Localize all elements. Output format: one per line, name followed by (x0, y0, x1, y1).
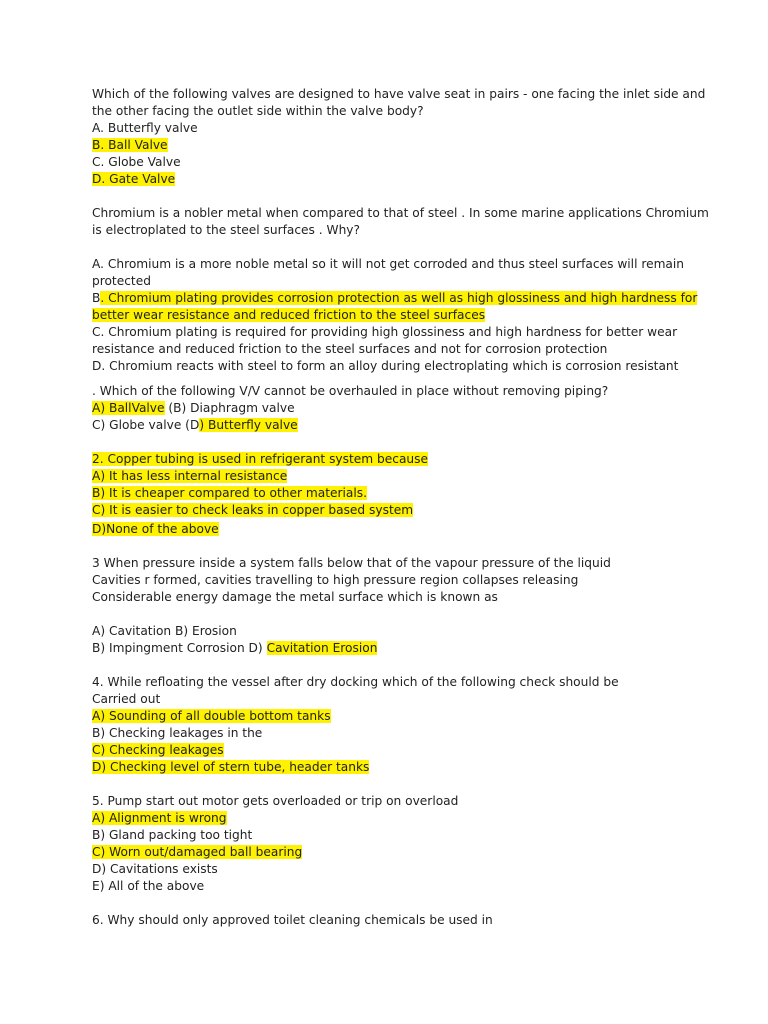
question-text: Considerable energy damage the metal surface which is known as (92, 590, 498, 604)
question-text: 6. Why should only approved toilet cleaning chemicals be used in (92, 913, 493, 927)
option-c: C. Chromium plating is required for providing high glossiness and high hardness for better wear (92, 325, 678, 339)
question-text: the other facing the outlet side within the valve body? (92, 104, 424, 118)
option-a: protected (92, 274, 151, 288)
option-c-highlighted: C) Checking leakages (92, 743, 224, 757)
option-line: A) Cavitation B) Erosion (92, 624, 237, 638)
option-b-prefix: B (92, 291, 101, 305)
option-c-highlighted: C) Worn out/damaged ball bearing (92, 845, 303, 859)
option-d-highlighted: D. Gate Valve (92, 172, 176, 186)
question-text: is electroplated to the steel surfaces . Why? (92, 223, 360, 237)
question-text-highlighted: 2. Copper tubing is used in refrigerant system because (92, 452, 428, 466)
question-pump (92, 793, 682, 895)
option-a: A. Butterfly valve (92, 121, 198, 135)
question-chromium (92, 205, 709, 375)
option-e: E) All of the above (92, 879, 205, 893)
option-highlighted: Cavitation Erosion (266, 641, 378, 655)
option-a: A. Chromium is a more noble metal so it will not get corroded and thus steel surfaces will remain (92, 257, 685, 271)
question-cavitation (92, 555, 682, 657)
option-d-highlighted: D) Checking level of stern tube, header tanks (92, 760, 370, 774)
option-line: B) Impingment Corrosion D) (92, 641, 267, 655)
option-b: B) Checking leakages in the (92, 726, 263, 740)
option-c-highlighted: C) It is easier to check leaks in copper based system (92, 503, 414, 517)
question-text: Chromium is a nobler metal when compared to that of steel . In some marine applications Chromium (92, 206, 709, 220)
option-c: resistance and reduced friction to the steel surfaces and not for corrosion protection (92, 342, 608, 356)
question-text: 5. Pump start out motor gets overloaded or trip on overload (92, 794, 459, 808)
option-d: D. Chromium reacts with steel to form an alloy during electroplating which is corrosion resistant (92, 359, 679, 373)
option-a-highlighted: A) BallValve (92, 401, 165, 415)
question-copper (92, 451, 682, 538)
question-valves (92, 86, 706, 188)
question-text: Carried out (92, 692, 161, 706)
option-a-highlighted: A) Alignment is wrong (92, 811, 227, 825)
option-b-highlighted: better wear resistance and reduced friction to the steel surfaces (92, 308, 486, 322)
question-text: Cavities r formed, cavities travelling to high pressure region collapses releasing (92, 573, 579, 587)
option-d-highlighted: ) Butterfly valve (199, 418, 298, 432)
option-d-highlighted: D)None of the above (92, 522, 219, 536)
question-text: . Which of the following V/V cannot be overhauled in place without removing piping? (92, 384, 609, 398)
question-text: Which of the following valves are designed to have valve seat in pairs - one facing the inlet side and (92, 87, 706, 101)
option-b-highlighted: . Chromium plating provides corrosion protection as well as high glossiness and high hardness for (100, 291, 698, 305)
document-page (92, 86, 709, 929)
question-refloat (92, 674, 682, 776)
option-b-highlighted: B. Ball Valve (92, 138, 168, 152)
question-toilet (92, 912, 682, 929)
option-b: (B) Diaphragm valve (164, 401, 295, 415)
question-text: 4. While refloating the vessel after dry docking which of the following check should be (92, 675, 619, 689)
option-c: C) Globe valve (D (92, 418, 200, 432)
option-d: D) Cavitations exists (92, 862, 218, 876)
option-a-highlighted: A) Sounding of all double bottom tanks (92, 709, 331, 723)
option-b: B) Gland packing too tight (92, 828, 253, 842)
option-a-highlighted: A) It has less internal resistance (92, 469, 288, 483)
question-overhaul (92, 383, 682, 434)
option-b-highlighted: B) It is cheaper compared to other materials. (92, 486, 367, 500)
option-c: C. Globe Valve (92, 155, 181, 169)
question-text: 3 When pressure inside a system falls below that of the vapour pressure of the liquid (92, 556, 611, 570)
